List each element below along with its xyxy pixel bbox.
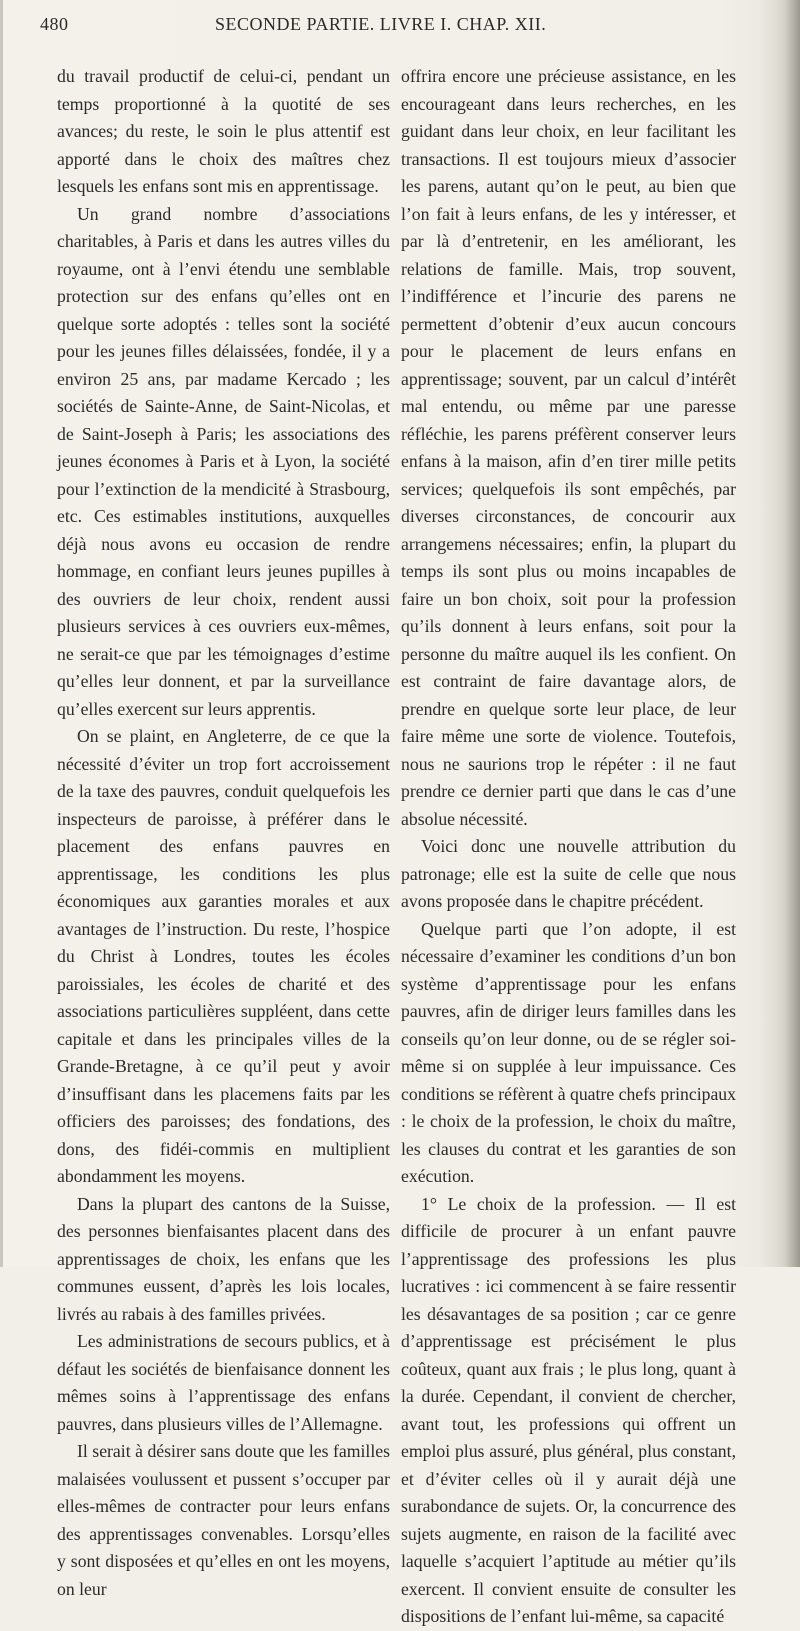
paragraph: Dans la plupart des cantons de la Suisse, des personnes bienfaisantes placent dans des apprentissages de choix, les enfans que les communes eussent, d’après les lois locales, livrés au rabais à des familles privées.: [57, 1193, 390, 1324]
paragraph: Voici donc une nouvelle attribution du patronage; elle est la suite de celle que nous avons proposée dans le chapitre précédent.: [401, 836, 736, 911]
paragraph: On se plaint, en Angleterre, de ce que la nécessité d’éviter un trop fort accroissement de la taxe des pauvres, conduit quelquefois les inspecteurs de paroisse, à préférer dans le placement des enfans pauvres en apprentissage, les conditions les plus économiques aux garanties morales et aux avantages de l’instruction. Du reste, l’hospice du Christ à Londres, toutes les écoles paroissiales, les écoles de charité et des associations particulières suppléent, dans cette capitale et dans les principales villes de la Grande-Bretagne, à ce qu’il peut y avoir d’insuffisant dans les placemens faits par les officiers des paroisses; des fondations, des dons, des fidéi-commis en multiplient abondamment les moyens.: [57, 726, 390, 1186]
paragraph: Quelque parti que l’on adopte, il est nécessaire d’examiner les conditions d’un bon système d’apprentissage pour les enfans pauvres, afin de diriger leurs familles dans les conseils qu’on leur donne, ou de se régler soi-même si on supplée à leur impuissance. Ces conditions se réfèrent à quatre chefs principaux : le choix de la profession, le choix du maître, les clauses du contrat et les garanties de son exécution.: [401, 918, 736, 1186]
paragraph: 1° Le choix de la profession. — Il est difficile de procurer à un enfant pauvre l’apprentissage des professions les plus lucratives : ici commencent à se faire ressentir les désavantages de sa position ; car ce genre d’apprentissage est précisément le plus coûteux, quant aux frais ; le plus long, quant à la durée. Cependant, il convient de chercher, avant tout, les professions qui offrent un emploi plus assuré, plus général, plus constant, et d’éviter celles où il y aurait déjà une surabondance de sujets. Or, la concurrence des sujets augmente, en raison de la facilité avec laquelle s’acquiert l’aptitude au métier qu’ils exercent. Il convient ensuite de consulter les dispositions de l’enfant lui-même, sa capacité: [401, 1193, 736, 1626]
page-edge-shadow: [760, 0, 800, 1267]
paragraph: Un grand nombre d’associations charitables, à Paris et dans les autres villes du royaume, ont à l’envi étendu une semblable protection sur des enfans qu’elles ont en quelque sorte adoptés : telles sont la société pour les jeunes filles délaissées, fondée, il y a environ 25 ans, par madame Kercado ; les sociétés de Sainte-Anne, de Saint-Nicolas, et de Saint-Joseph à Paris; les associations des jeunes économes à Paris et à Lyon, la société pour l’extinction de la mendicité à Strasbourg, etc. Ces estimables institutions, auxquelles déjà nous avons eu occasion de rendre hommage, en confiant leurs jeunes pupilles à des ouvriers de leur choix, rendent aussi plusieurs services à ces ouvriers eux-mêmes, ne serait-ce que par les témoignages d’estime qu’elles leur donnent, et par la surveillance qu’elles exercent sur leurs apprentis.: [57, 203, 390, 719]
paragraph: offrira encore une précieuse assistance, en les encourageant dans leurs recherches, en les guidant dans leur choix, en leur facilitant les transactions. Il est toujours mieux d’associer les parens, autant qu’on le peut, au bien que l’on fait à leurs enfans, de les y intéresser, et par là d’entretenir, en les améliorant, les relations de famille. Mais, trop souvent, l’indifférence et l’incurie des parens ne permettent d’obtenir d’eux aucun concours pour le placement de leurs enfans en apprentissage; souvent, par un calcul d’intérêt mal entendu, ou même par une paresse réfléchie, les parens préfèrent conserver leurs enfans à la maison, afin d’en tirer mille petits services; quelquefois ils sont empêchés, par diverses circonstances, de concourir aux arrangemens nécessaires; enfin, la plupart du temps ils sont plus ou moins incapables de faire un bon choix, soit pour la profession qu’ils donnent à leurs enfans, soit pour la personne du maître auquel ils les confient. On est contraint de faire davantage alors, de prendre en quelque sorte leur place, de leur faire même une sorte de violence. Toutefois, nous ne saurions trop le répéter : il ne faut prendre ce dernier parti que dans le cas d’une absolue nécessité.: [401, 66, 736, 829]
page-header: [40, 14, 740, 44]
page-binding-edge: [0, 0, 3, 1267]
paragraph: Il serait à désirer sans doute que les familles malaisées voulussent et pussent s’occuper par elles-mêmes de contracter pour leurs enfans des apprentissages convenables. Lorsqu’elles y sont disposées et qu’elles en ont les moyens, on leur: [57, 1441, 390, 1599]
page-number: 480: [40, 14, 69, 34]
running-head: SECONDE PARTIE. LIVRE I. CHAP. XII.: [215, 14, 547, 34]
paragraph: Les administrations de secours publics, et à défaut les sociétés de bienfaisance donnent les mêmes soins à l’apprentissage des enfans pauvres, dans plusieurs villes de l’Allemagne.: [57, 1331, 390, 1434]
paragraph: du travail productif de celui-ci, pendant un temps proportionné à la quotité de ses avances; du reste, le soin le plus attentif est apporté dans le choix des maîtres chez lesquels les enfans sont mis en apprentissage.: [57, 66, 390, 196]
right-column: [401, 63, 736, 1631]
left-column: [57, 63, 390, 1603]
